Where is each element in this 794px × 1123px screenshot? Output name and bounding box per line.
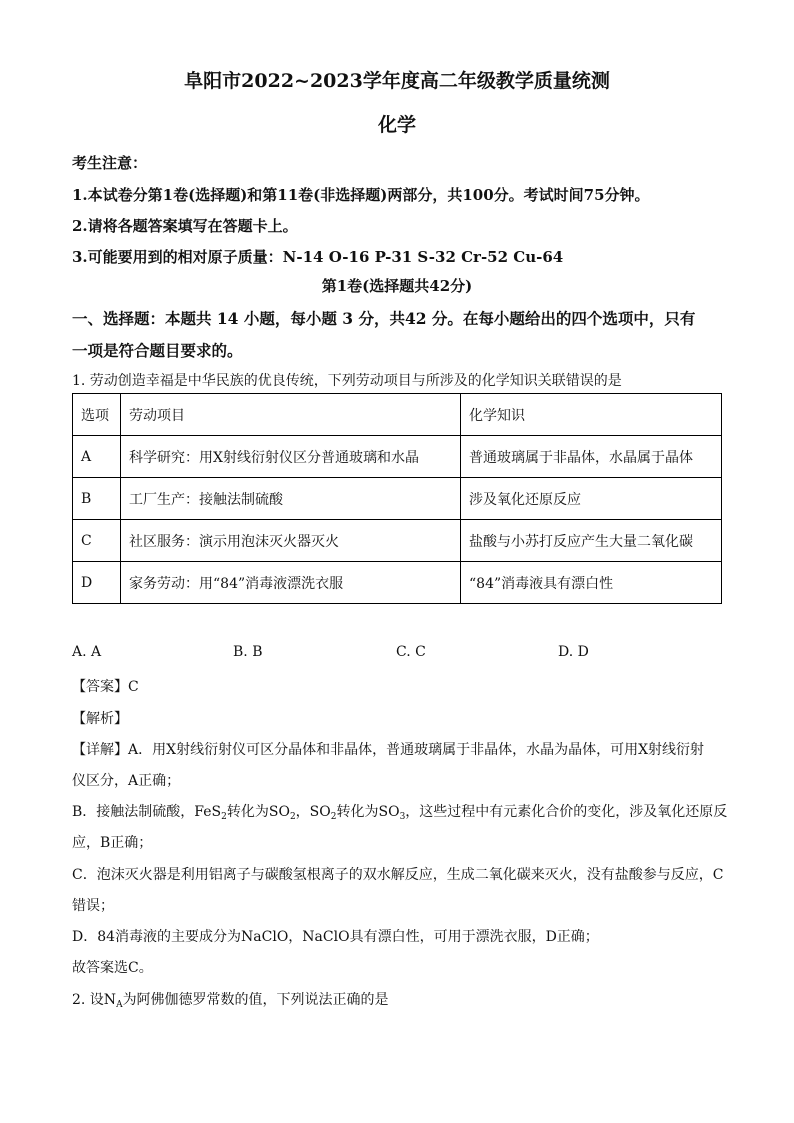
detail-b-text: 转化为SO	[336, 804, 400, 820]
table-cell: 家务劳动：用“84”消毒液漂洗衣服	[121, 562, 461, 604]
subscript: A	[116, 1000, 123, 1010]
table-cell: D	[73, 562, 121, 604]
detail-c-line2: 错误；	[72, 898, 114, 914]
notice-item-3: 3.可能要用到的相对原子质量：N-14 O-16 P-31 S-32 Cr-52 Cu-64	[72, 248, 564, 266]
subscript: 2	[289, 812, 296, 822]
section1-line1: 一、选择题：本题共 14 小题，每小题 3 分，共42 分。在每小题给出的四个选项中，只有	[72, 309, 696, 328]
detail-b-text: ，这些过程中有元素化合价的变化，涉及氧化还原反	[405, 804, 728, 820]
table-cell: 社区服务：演示用泡沫灭火器灭火	[121, 520, 461, 562]
subscript: 3	[399, 812, 406, 822]
answer-tag: 【答案】C	[72, 679, 139, 695]
option-a: A. A	[72, 644, 102, 660]
option-c: C. C	[396, 644, 426, 660]
table-cell: 盐酸与小苏打反应产生大量二氧化碳	[461, 520, 722, 562]
detail-d-line1: D．84消毒液的主要成分为NaClO，NaClO具有漂白性，可用于漂洗衣服，D正确；	[72, 929, 599, 945]
table-header-cell: 化学知识	[461, 394, 722, 436]
subscript: 2	[330, 812, 337, 822]
detail-a-line1: 【详解】A．用X射线衍射仪可区分晶体和非晶体，普通玻璃属于非晶体，水晶为晶体，可用X射线衍射	[72, 742, 705, 758]
section1-line2: 一项是符合题目要求的。	[72, 341, 243, 360]
subscript: 2	[221, 812, 227, 822]
detail-c-line1: C．泡沫灭火器是利用铝离子与碳酸氢根离子的双水解反应，生成二氧化碳来灭火，没有盐酸参与反应，C	[72, 867, 724, 883]
table-header-row	[73, 394, 722, 436]
detail-a-line2: 仪区分，A正确；	[72, 773, 181, 789]
table-row	[73, 478, 722, 520]
table-row	[73, 436, 722, 478]
question-1-stem: 1. 劳动创造幸福是中华民族的优良传统，下列劳动项目与所涉及的化学知识关联错误的是	[72, 373, 622, 389]
notice-item-1: 1.本试卷分第1卷(选择题)和第11卷(非选择题)两部分，共100分。考试时间75分钟。	[72, 186, 650, 204]
table-header-cell: 劳动项目	[121, 394, 461, 436]
subject-title: 化学	[377, 114, 416, 136]
table-cell: A	[73, 436, 121, 478]
question-2-text: 2. 设N	[72, 992, 117, 1008]
table-row	[73, 562, 722, 604]
table-cell: “84”消毒液具有漂白性	[461, 562, 722, 604]
question-2-stem	[72, 989, 389, 1010]
table-cell: 普通玻璃属于非晶体，水晶属于晶体	[461, 436, 722, 478]
table-cell: 涉及氧化还原反应	[461, 478, 722, 520]
option-b: B. B	[233, 644, 263, 660]
exam-title: 阜阳市2022~2023学年度高二年级教学质量统测	[184, 70, 610, 92]
table-cell: C	[73, 520, 121, 562]
table-row	[73, 520, 722, 562]
notice-item-2: 2.请将各题答案填写在答题卡上。	[72, 217, 298, 235]
detail-b-text: ，SO	[295, 804, 331, 820]
detail-b-text: 转化为SO	[226, 804, 290, 820]
detail-b-line1	[72, 801, 727, 822]
detail-b-line2: 应，B正确；	[72, 835, 153, 851]
table-cell: B	[73, 478, 121, 520]
question-1-table	[72, 393, 722, 604]
table-header-cell: 选项	[73, 394, 121, 436]
question-2-text: 为阿佛伽德罗常数的值，下列说法正确的是	[122, 992, 389, 1008]
detail-b-text: B．接触法制硫酸，FeS	[72, 804, 222, 820]
table-cell: 科学研究：用X射线衍射仪区分普通玻璃和水晶	[121, 436, 461, 478]
table-cell: 工厂生产：接触法制硫酸	[121, 478, 461, 520]
analysis-tag: 【解析】	[72, 711, 128, 727]
notice-heading: 考生注意：	[72, 154, 148, 172]
part1-heading: 第1卷(选择题共42分)	[321, 277, 473, 295]
conclusion: 故答案选C。	[72, 960, 153, 976]
option-d: D. D	[558, 644, 589, 660]
